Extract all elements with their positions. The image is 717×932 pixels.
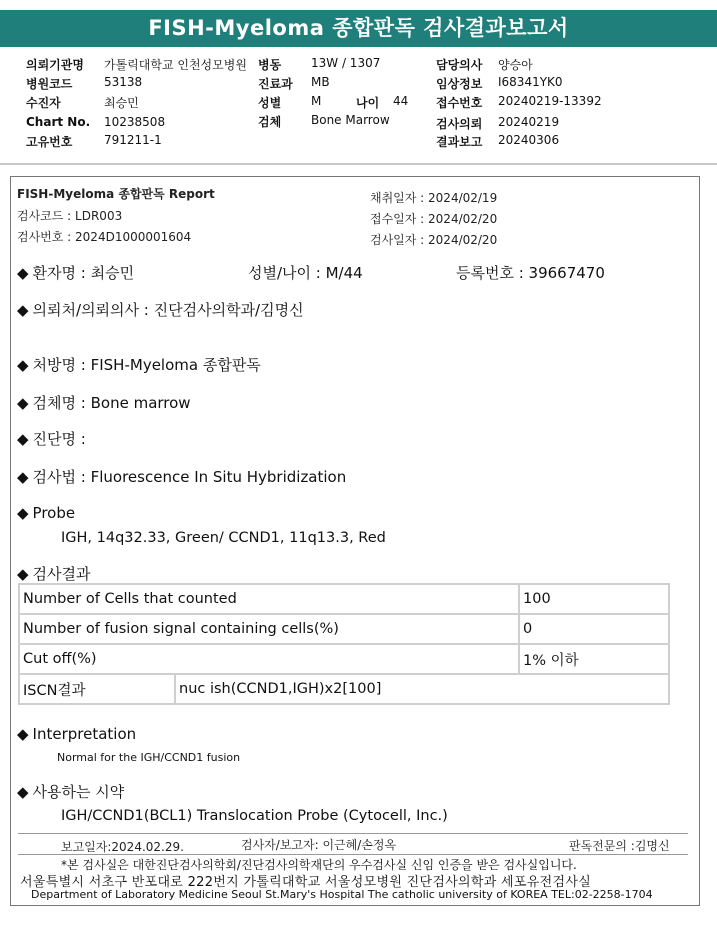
referrer: ◆ 의뢰처/의뢰의사 : 진단검사의학과/김명신 [17, 301, 304, 319]
result-title: ◆ 검사결과 [17, 565, 91, 583]
header-value: 791211-1 [104, 133, 162, 147]
header-label: 담당의사 [436, 58, 483, 72]
header-label: 성별 [258, 96, 282, 110]
header-value: 가톨릭대학교 인천성모병원 [104, 58, 247, 72]
table-row [19, 644, 669, 674]
header-label: 나이 [356, 96, 380, 110]
report-title: FISH-Myeloma 종합판독 검사결과보고서 [0, 10, 717, 47]
bullet-icon: ◆ [17, 504, 29, 522]
header-value: 20240306 [498, 133, 560, 147]
received-date: 접수일자 : 2024/02/20 [370, 212, 498, 226]
header-label: 임상정보 [436, 77, 483, 91]
department-english: Department of Laboratory Medicine Seoul St.Mary's Hospital The catholic university of KOREA TEL:02-2258-1704 [31, 888, 653, 901]
patient-name: ◆ 환자명 : 최승민 [17, 264, 135, 282]
header-label: 병원코드 [26, 77, 73, 91]
footer-divider [18, 854, 688, 855]
header-value: 10238508 [104, 115, 166, 129]
result-table [18, 583, 670, 705]
bullet-icon: ◆ [17, 468, 29, 486]
reagent-title: ◆ 사용하는 시약 [17, 783, 125, 801]
report-heading: FISH-Myeloma 종합판독 Report [17, 187, 215, 201]
table-row [19, 674, 669, 704]
report-date: 보고일자:2024.02.29. [61, 840, 184, 854]
report-body [10, 176, 700, 906]
header-value: 13W / 1307 [311, 56, 381, 70]
header-label: 결과보고 [436, 135, 483, 149]
reagent-text: IGH/CCND1(BCL1) Translocation Probe (Cytocell, Inc.) [61, 808, 448, 824]
test-number: 검사번호 : 2024D1000001604 [17, 230, 192, 244]
bullet-icon: ◆ [17, 301, 29, 319]
prescription: ◆ 처방명 : FISH-Myeloma 종합판독 [17, 356, 261, 374]
specimen-name: ◆ 검체명 : Bone marrow [17, 394, 191, 412]
bullet-icon: ◆ [17, 394, 29, 412]
header-value: 44 [393, 94, 409, 108]
registration-number: 등록번호 : 39667470 [456, 264, 605, 282]
header-label: 수진자 [26, 96, 61, 110]
probe-detail: IGH, 14q32.33, Green/ CCND1, 11q13.3, Red [61, 530, 386, 546]
table-cell: 0 [519, 614, 669, 644]
interpretation-text: Normal for the IGH/CCND1 fusion [57, 751, 241, 764]
bullet-icon: ◆ [17, 356, 29, 374]
bullet-icon: ◆ [17, 725, 29, 743]
bullet-icon: ◆ [17, 430, 29, 448]
footer-divider [18, 833, 688, 834]
header-value: Bone Marrow [311, 113, 390, 127]
table-cell: Number of Cells that counted [19, 584, 519, 614]
header-value: 최승민 [104, 96, 139, 110]
sex-age: 성별/나이 : M/44 [248, 264, 363, 282]
header-value: 20240219-13392 [498, 94, 602, 108]
header-value: 53138 [104, 75, 143, 89]
header-value: 양승아 [498, 58, 533, 72]
header-divider [0, 163, 717, 165]
header-value: 20240219 [498, 115, 560, 129]
test-code: 검사코드 : LDR003 [17, 209, 123, 223]
certification-note: *본 검사실은 대한진단검사의학회/진단검사의학재단의 우수검사실 신임 인증을 받은 검사실입니다. [61, 858, 577, 872]
table-row [19, 614, 669, 644]
header-label: 의뢰기관명 [26, 58, 84, 72]
table-cell: ISCN결과 [19, 674, 175, 704]
header-value: MB [311, 75, 330, 89]
table-row [19, 584, 669, 614]
lab-address: 서울특별시 서초구 반포대로 222번지 가톨릭대학교 서울성모병원 진단검사의학과 세포유전검사실 [20, 875, 592, 890]
tester-reporter: 검사자/보고자: 이근혜/손정옥 [241, 838, 397, 852]
header-value: M [311, 94, 322, 108]
diagnosis: ◆ 진단명 : [17, 430, 86, 448]
header-label: 고유번호 [26, 135, 73, 149]
header-label: Chart No. [26, 115, 91, 129]
test-method: ◆ 검사법 : Fluorescence In Situ Hybridization [17, 468, 347, 486]
probe-title: ◆ Probe [17, 504, 76, 522]
table-cell: 100 [519, 584, 669, 614]
header-label: 검체 [258, 115, 282, 129]
bullet-icon: ◆ [17, 565, 29, 583]
table-cell: 1% 이하 [519, 644, 669, 674]
header-label: 진료과 [258, 77, 293, 91]
header-label: 병동 [258, 58, 282, 72]
interpretation-title: ◆ Interpretation [17, 725, 137, 743]
table-cell: Number of fusion signal containing cells(%) [19, 614, 519, 644]
table-cell: Cut off(%) [19, 644, 519, 674]
tested-date: 검사일자 : 2024/02/20 [370, 233, 498, 247]
header-value: I68341YK0 [498, 75, 563, 89]
expert-pathologist: 판독전문의 :김명신 [569, 839, 670, 853]
table-cell: nuc ish(CCND1,IGH)x2[100] [175, 674, 669, 704]
bullet-icon: ◆ [17, 264, 29, 282]
bullet-icon: ◆ [17, 783, 29, 801]
collected-date: 채취일자 : 2024/02/19 [370, 191, 498, 205]
header-label: 접수번호 [436, 96, 483, 110]
header-label: 검사의뢰 [436, 117, 483, 131]
